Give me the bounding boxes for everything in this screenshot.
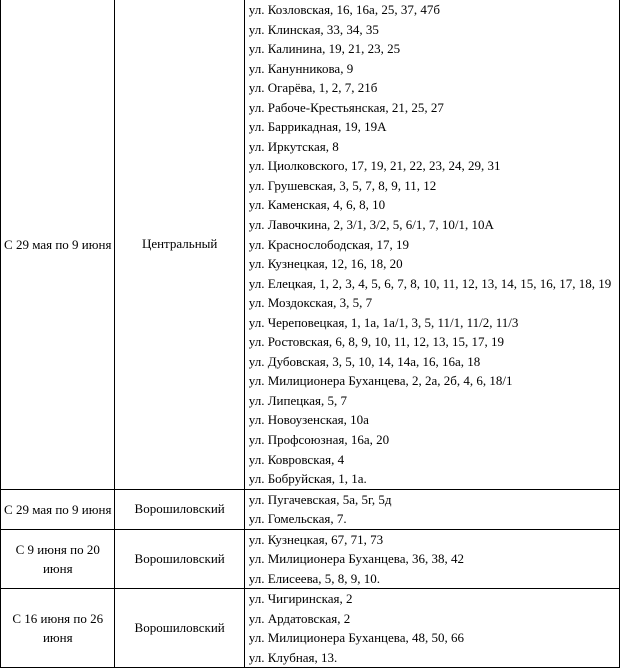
street-line: ул. Лавочкина, 2, 3/1, 3/2, 5, 6/1, 7, 10/1, 10А [248, 217, 494, 233]
period-cell: С 29 мая по 9 июня [1, 489, 115, 529]
street-line: ул. Краснослободская, 17, 19 [248, 236, 409, 252]
street-line: ул. Елисеева, 5, 8, 9, 10. [248, 570, 381, 586]
period-cell: С 9 июня по 20 июня [1, 529, 115, 589]
street-line: ул. Циолковского, 17, 19, 21, 22, 23, 24, 29, 31 [248, 158, 501, 174]
street-line: ул. Ардатовская, 2 [248, 610, 351, 626]
street-line: ул. Клубная, 13. [248, 649, 338, 665]
street-line: ул. Череповецкая, 1, 1а, 1а/1, 3, 5, 11/1, 11/2, 11/3 [248, 314, 519, 330]
streets-cell [244, 589, 619, 668]
street-line: ул. Профсоюзная, 16а, 20 [248, 432, 390, 448]
table-row [1, 529, 620, 589]
street-line: ул. Каменская, 4, 6, 8, 10 [248, 197, 386, 213]
street-line: ул. Грушевская, 3, 5, 7, 8, 9, 11, 12 [248, 177, 437, 193]
street-line: ул. Канунникова, 9 [248, 60, 354, 76]
street-line: ул. Иркутская, 8 [248, 138, 339, 154]
streets-cell [244, 489, 619, 529]
street-line: ул. Кузнецкая, 12, 16, 18, 20 [248, 256, 403, 272]
street-line: ул. Пугачевская, 5а, 5г, 5д [248, 491, 392, 507]
street-line: ул. Елецкая, 1, 2, 3, 4, 5, 6, 7, 8, 10, 11, 12, 13, 14, 15, 16, 17, 18, 19 [248, 275, 612, 291]
district-cell: Ворошиловский [115, 489, 244, 529]
street-line: ул. Гомельская, 7. [248, 511, 347, 527]
street-line: ул. Ковровская, 4 [248, 451, 345, 467]
period-cell: С 29 мая по 9 июня [1, 0, 115, 489]
table-row [1, 0, 620, 489]
district-cell: Центральный [115, 0, 244, 489]
district-cell: Ворошиловский [115, 589, 244, 668]
street-line: ул. Козловская, 16, 16а, 25, 37, 47б [248, 2, 440, 17]
streets-cell [244, 0, 619, 489]
street-line: ул. Бобруйская, 1, 1а. [248, 471, 367, 487]
street-line: ул. Липецкая, 5, 7 [248, 392, 348, 408]
street-line: ул. Милиционера Буханцева, 36, 38, 42 [248, 551, 464, 567]
street-line: ул. Клинская, 33, 34, 35 [248, 21, 379, 37]
street-line: ул. Огарёва, 1, 2, 7, 21б [248, 80, 378, 96]
table-row [1, 589, 620, 668]
street-line: ул. Новоузенская, 10а [248, 412, 369, 428]
table-row [1, 489, 620, 529]
period-cell: С 16 июня по 26 июня [1, 589, 115, 668]
street-line: ул. Ростовская, 6, 8, 9, 10, 11, 12, 13, 15, 17, 19 [248, 334, 504, 350]
street-line: ул. Калинина, 19, 21, 23, 25 [248, 41, 401, 57]
district-cell: Ворошиловский [115, 529, 244, 589]
street-line: ул. Дубовская, 3, 5, 10, 14, 14а, 16, 16а, 18 [248, 353, 481, 369]
street-line: ул. Кузнецкая, 67, 71, 73 [248, 531, 384, 547]
street-line: ул. Баррикадная, 19, 19А [248, 119, 387, 135]
street-line: ул. Милиционера Буханцева, 48, 50, 66 [248, 630, 464, 646]
street-line: ул. Моздокская, 3, 5, 7 [248, 295, 373, 311]
street-line: ул. Рабоче-Крестьянская, 21, 25, 27 [248, 99, 444, 115]
street-line: ул. Чигиринская, 2 [248, 591, 353, 607]
streets-cell [244, 529, 619, 589]
street-line: ул. Милиционера Буханцева, 2, 2а, 2б, 4, 6, 18/1 [248, 373, 513, 389]
